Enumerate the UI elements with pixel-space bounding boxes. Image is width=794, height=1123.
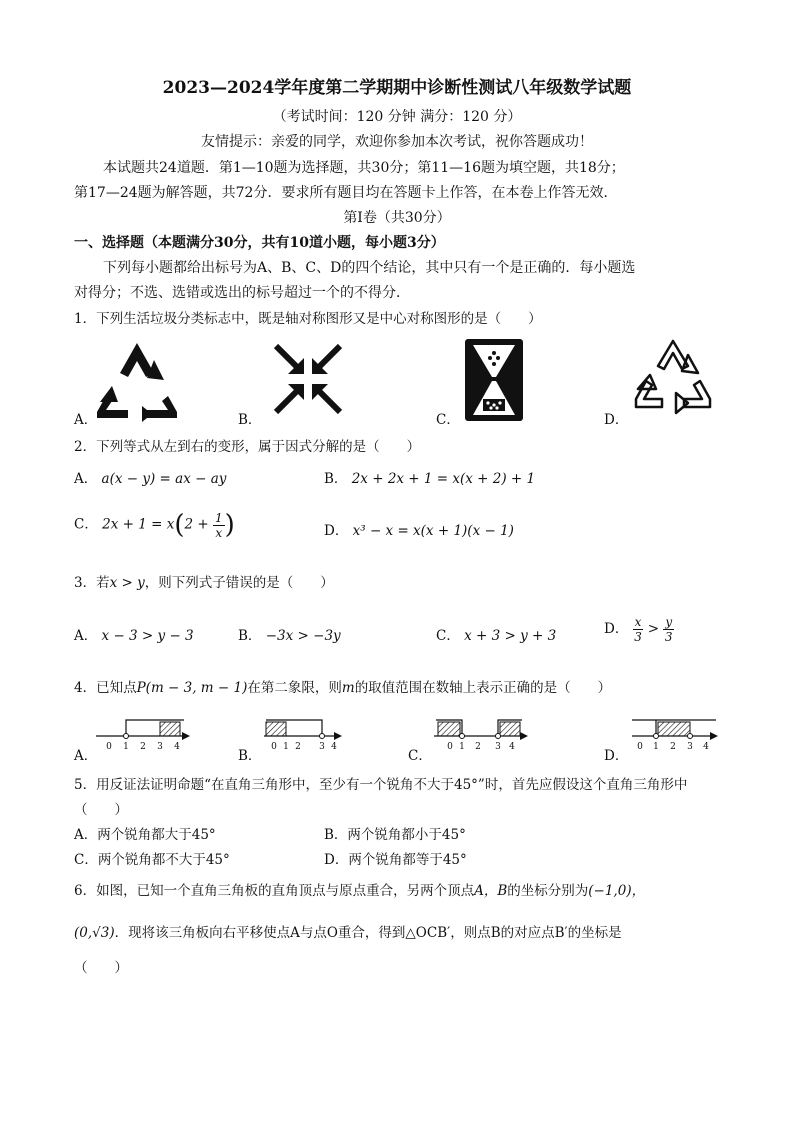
q2-option-d-expr: x³ − x = x(x + 1)(x − 1)	[352, 523, 514, 539]
q2-option-c-inner: 2 +	[184, 516, 209, 533]
q4-number-line-a	[92, 716, 192, 754]
friendly-tip: 友情提示：亲爱的同学，欢迎你参加本次考试，祝你答题成功！	[201, 134, 593, 150]
svg-text:1: 1	[123, 742, 129, 752]
q2-option-b-expr: 2x + 2x + 1 = x(x + 2) + 1	[351, 471, 536, 487]
hourglass-icon	[463, 337, 525, 423]
q3-option-c[interactable]: C． x + 3 > y + 3	[436, 628, 557, 644]
q2-option-c-fraction: $\frac{1}{x}$	[215, 510, 223, 540]
volume-heading: 第Ⅰ卷（共30分）	[343, 210, 451, 226]
q2-option-a[interactable]	[74, 467, 226, 487]
arrows-inward-icon	[270, 340, 346, 418]
q4-number-line-b	[262, 716, 346, 754]
svg-text:2: 2	[670, 742, 676, 752]
q2-option-d-label: D．	[324, 523, 349, 539]
q4-stem: 4．已知点P(m − 3, m − 1)在第二象限，则m的取值范围在数轴上表示正确的是（ ）	[74, 680, 612, 696]
q1-stem: 1．下列生活垃圾分类标志中，既是轴对称图形又是中心对称图形的是（ ）	[74, 311, 542, 327]
q4-option-c-label[interactable]: C．	[408, 748, 432, 764]
exam-info: （考试时间：120 分钟 满分：120 分）	[272, 109, 522, 125]
q2-option-c-lhs: 2x + 1 = x	[102, 516, 175, 533]
recycle-outline-icon	[632, 337, 714, 423]
q2-option-d[interactable]	[324, 519, 514, 539]
svg-text:1: 1	[653, 742, 659, 752]
svg-text:3: 3	[157, 742, 163, 752]
q5-blank: （ ）	[74, 802, 128, 818]
q4-option-a-label[interactable]: A．	[74, 748, 98, 764]
svg-text:0: 0	[271, 742, 277, 752]
page-title: 2023—2024学年度第二学期期中诊断性测试八年级数学试题	[162, 78, 632, 98]
q2-option-a-expr: a(x − y) = ax − ay	[101, 471, 227, 487]
q1-option-b-label[interactable]: B．	[238, 412, 262, 428]
q3-option-b[interactable]: B． −3x > −3y	[238, 628, 341, 644]
svg-text:3: 3	[687, 742, 693, 752]
q3-condition: x > y	[109, 575, 145, 591]
q4-number-line-c	[432, 716, 532, 754]
q2-option-b-label: B．	[324, 471, 348, 487]
q6-line-1: 6．如图，已知一个直角三角板的直角顶点与原点重合，另两个顶点A，B的坐标分别为(−1,0)，	[74, 883, 646, 899]
q5-stem: 5．用反证法证明命题“在直角三角形中，至少有一个锐角不大于45°”时，首先应假设这个直角三角形中	[74, 777, 688, 793]
q5-option-c[interactable]: C．两个锐角都不大于45°	[74, 852, 230, 868]
svg-text:0: 0	[106, 742, 112, 752]
svg-text:2: 2	[475, 742, 481, 752]
q1-option-d-label[interactable]: D．	[604, 412, 629, 428]
q2-option-c-label: C．	[74, 516, 98, 533]
svg-text:4: 4	[703, 742, 709, 752]
q3-stem: 3．若x > y，则下列式子错误的是（ ）	[74, 575, 334, 591]
q6-line-2: (0,√3)．现将该三角板向右平移使点A与点O重合，得到△OCB′，则点B的对应点B′的坐标是	[74, 925, 622, 941]
q5-option-b[interactable]: B．两个锐角都小于45°	[324, 827, 466, 843]
svg-text:4: 4	[331, 742, 337, 752]
svg-text:2: 2	[140, 742, 146, 752]
intro-line-1: 本试题共24道题．第1—10题为选择题，共30分；第11—16题为填空题，共18分；	[103, 160, 625, 176]
section-heading: 一、选择题（本题满分30分，共有10道小题，每小题3分）	[74, 235, 445, 251]
q3-option-a[interactable]: A． x − 3 > y − 3	[74, 628, 194, 644]
q4-option-b-label[interactable]: B．	[238, 748, 262, 764]
q1-option-c-label[interactable]: C．	[436, 412, 460, 428]
q2-option-c[interactable]: C． 2x + 1 = x(2 + $\frac{1}{x}$ )	[74, 510, 235, 540]
svg-text:1: 1	[459, 742, 465, 752]
q2-option-b[interactable]	[324, 467, 535, 487]
q2-stem: 2．下列等式从左到右的变形，属于因式分解的是（ ）	[74, 439, 421, 455]
q4-number-line-d	[630, 716, 722, 754]
q6-blank: （ ）	[74, 960, 128, 976]
svg-text:4: 4	[174, 742, 180, 752]
svg-text:1: 1	[283, 742, 289, 752]
section-instruction-2: 对得分；不选、选错或选出的标号超过一个的不得分．	[74, 285, 410, 301]
q5-option-a[interactable]: A．两个锐角都大于45°	[74, 827, 216, 843]
svg-text:0: 0	[447, 742, 453, 752]
q5-option-d[interactable]: D．两个锐角都等于45°	[324, 852, 467, 868]
svg-text:0: 0	[637, 742, 643, 752]
q4-option-d-label[interactable]: D．	[604, 748, 629, 764]
q3-option-d[interactable]: D． $\frac{x}{3}$ > $\frac{y}{3}$	[604, 615, 673, 644]
recycle-triangle-icon	[92, 340, 182, 422]
section-instruction-1: 下列每小题都给出标号为A、B、C、D的四个结论，其中只有一个是正确的．每小题选	[103, 260, 636, 276]
svg-text:3: 3	[495, 742, 501, 752]
svg-text:3: 3	[319, 742, 325, 752]
svg-text:4: 4	[509, 742, 515, 752]
q1-option-a-label[interactable]: A．	[74, 412, 98, 428]
intro-line-2: 第17—24题为解答题，共72分．要求所有题目均在答题卡上作答，在本卷上作答无效．	[74, 185, 618, 201]
svg-text:2: 2	[295, 742, 301, 752]
q2-option-a-label: A．	[74, 471, 98, 487]
